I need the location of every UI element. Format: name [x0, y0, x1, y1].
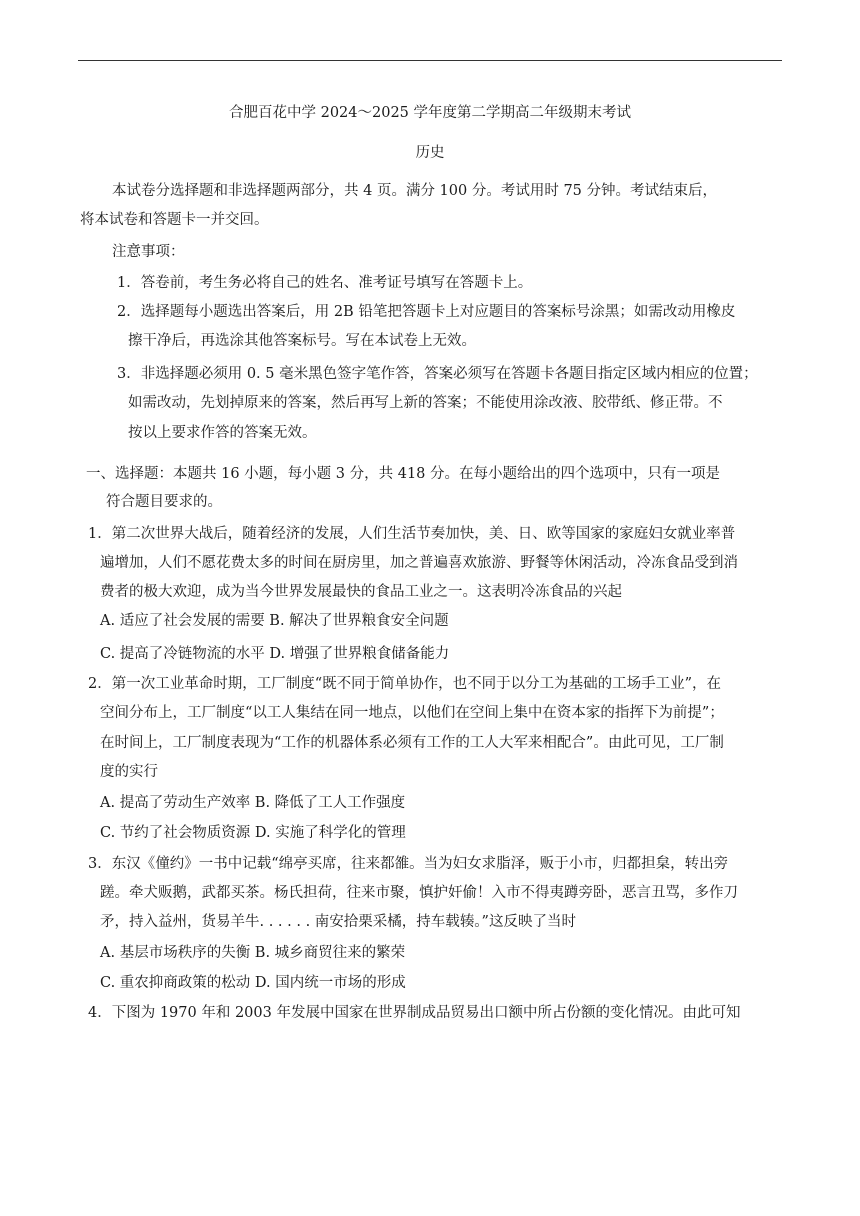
notice-title: 注意事项：: [112, 244, 185, 260]
section-heading: 一、选择题：本题共 16 小题，每小题 3 分，共 418 分。在每小题给出的四个选项中，只有一项是: [86, 466, 721, 482]
question-stem-line: 空间分布上，工厂制度“以工人集结在同一地点，以他们在空间上集中在资本家的指挥下为前提”；: [100, 705, 724, 721]
notice-item-continuation: 按以上要求作答的答案无效。: [128, 425, 317, 441]
exam-title: 合肥百花中学 2024～2025 学年度第二学期高二年级期末考试: [228, 105, 632, 121]
notice-item: 1．答卷前，考生务必将自己的姓名、准考证号填写在答题卡上。: [117, 275, 533, 291]
notice-item-continuation: 如需改动，先划掉原来的答案，然后再写上新的答案；不能使用涂改液、胶带纸、修正带。不: [128, 395, 723, 411]
notice-item: 3．非选择题必须用 0. 5 毫米黑色签字笔作答，答案必须写在答题卡各题目指定区域内相应的位置；: [117, 366, 758, 382]
question-stem-line: 3．东汉《僮约》一书中记载“绵亭买席，往来都雒。当为妇女求脂泽，贩于小市，归都担枲，转出旁: [88, 856, 729, 872]
question-stem-line: 蹉。牵犬贩鹅，武都买茶。杨氏担荷，往来市聚，慎护奸偷！入市不得夷蹲旁卧，恶言丑骂，多作刀: [100, 885, 738, 901]
answer-options: A. 提高了劳动生产效率 B. 降低了工人工作强度: [100, 795, 406, 811]
question-stem-line: 2．第一次工业革命时期，工厂制度“既不同于简单协作，也不同于以分工为基础的工场手工业”，在: [88, 676, 722, 692]
answer-options: C. 重农抑商政策的松动 D. 国内统一市场的形成: [100, 975, 406, 991]
question-stem-line: 度的实行: [100, 764, 158, 780]
answer-options: A. 基层市场秩序的失衡 B. 城乡商贸往来的繁荣: [100, 945, 406, 961]
answer-options: A. 适应了社会发展的需要 B. 解决了世界粮食安全问题: [100, 613, 449, 629]
header-rule: [78, 60, 782, 61]
question-stem-line: 费者的极大欢迎，成为当今世界发展最快的食品工业之一。这表明冷冻食品的兴起: [100, 584, 622, 600]
question-stem-line: 1．第二次世界大战后，随着经济的发展，人们生活节奏加快，美、日、欧等国家的家庭妇女就业率普: [88, 526, 736, 542]
question-stem-line: 4．下图为 1970 年和 2003 年发展中国家在世界制成品贸易出口额中所占份额的变化情况。由此可知: [88, 1005, 741, 1021]
notice-item: 2．选择题每小题选出答案后，用 2B 铅笔把答题卡上对应题目的答案标号涂黑；如需改动用橡皮: [117, 304, 736, 320]
intro-line: 将本试卷和答题卡一并交回。: [80, 212, 269, 228]
notice-item-continuation: 擦干净后，再选涂其他答案标号。写在本试卷上无效。: [128, 333, 476, 349]
question-stem-line: 遍增加，人们不愿花费太多的时间在厨房里，加之普遍喜欢旅游、野餐等休闲活动，冷冻食品受到消: [100, 555, 738, 571]
intro-line: 本试卷分选择题和非选择题两部分，共 4 页。满分 100 分。考试用时 75 分钟。考试结束后，: [112, 183, 718, 199]
answer-options: C. 节约了社会物质资源 D. 实施了科学化的管理: [100, 825, 406, 841]
question-stem-line: 在时间上，工厂制度表现为“工作的机器体系必须有工作的工人大军来相配合”。由此可见，工厂制: [100, 735, 724, 751]
section-heading-continuation: 符合题目要求的。: [106, 494, 222, 510]
exam-subject: 历史: [415, 145, 445, 161]
answer-options: C. 提高了冷链物流的水平 D. 增强了世界粮食储备能力: [100, 646, 450, 662]
question-stem-line: 矛，持入益州，货易羊牛. . . . . . 南安拾栗采橘，持车载辏。”这反映了当时: [100, 914, 576, 930]
